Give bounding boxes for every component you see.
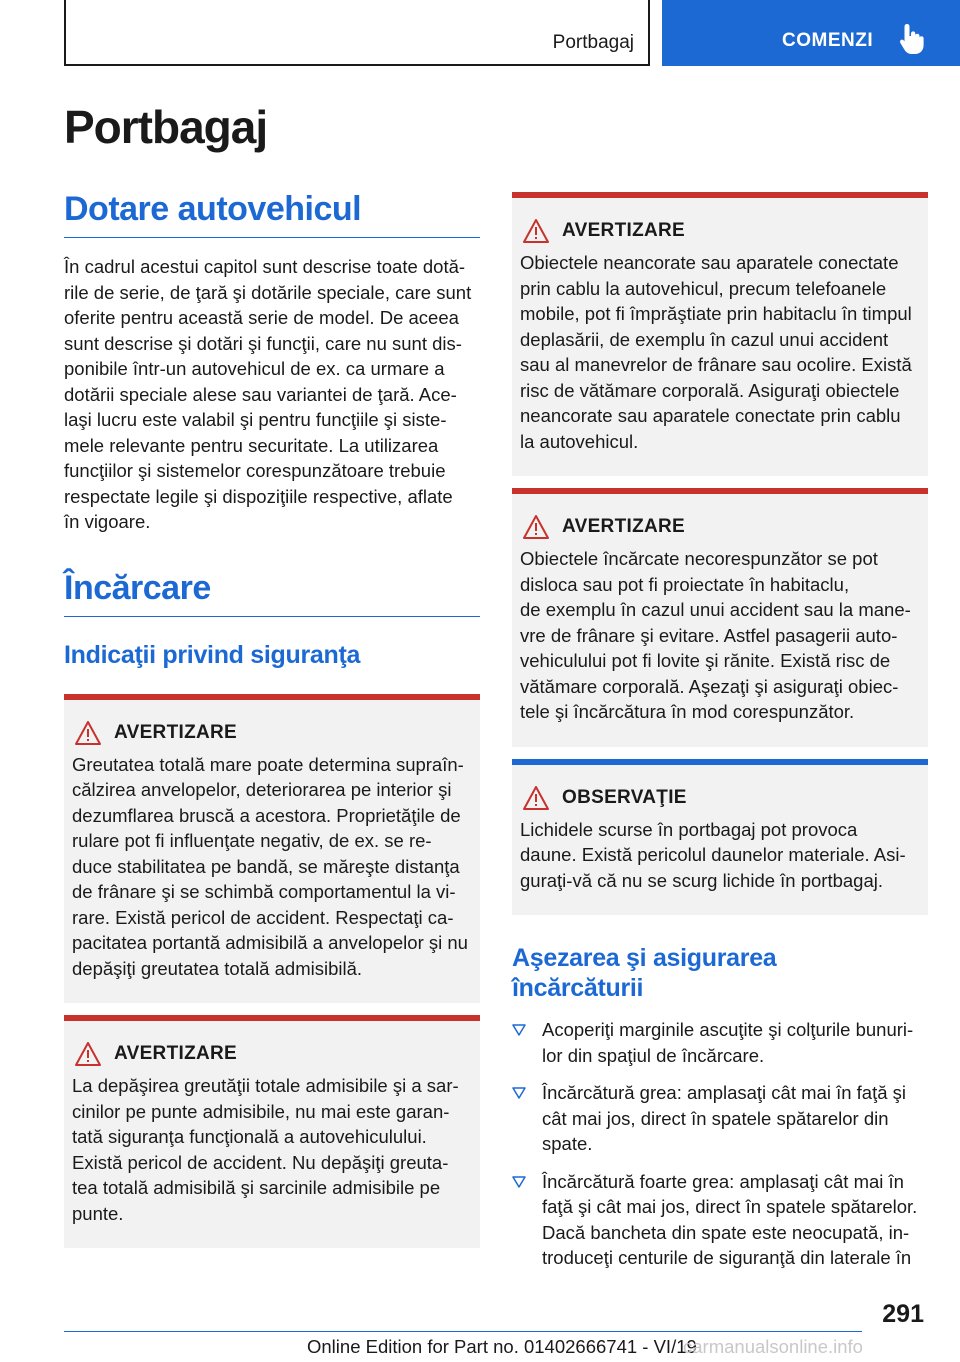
text-line: disloca sau pot fi proiectate în habitaclu, <box>520 573 850 595</box>
text-line: punte. <box>72 1202 124 1224</box>
subheading-siguranta: Indicaţii privind siguranţa <box>64 640 361 669</box>
subheading-asezarea <box>512 943 928 1003</box>
warning-box <box>512 192 928 476</box>
warning-text <box>520 546 920 725</box>
text-line: depăşiţi greutatea totală admisibilă. <box>72 957 363 979</box>
warning-header <box>72 1041 472 1067</box>
section-heading-incarcare: Încărcare <box>64 569 480 617</box>
text-line: Dacă bancheta din spate este neocupată, in- <box>542 1221 910 1243</box>
text-line: Acoperiţi marginile ascuţite şi colţurile bunuri- <box>542 1019 914 1040</box>
list-item <box>512 1169 928 1271</box>
warning-triangle-icon <box>522 785 550 811</box>
list-item <box>512 1017 928 1068</box>
warning-triangle-icon <box>74 1041 102 1067</box>
text-line: faţă şi cât mai jos, direct în spatele spătarelor. <box>542 1196 918 1217</box>
text-line: spate. <box>542 1133 593 1154</box>
warning-triangle-icon <box>522 514 550 540</box>
text-line: pacitatea portantă admisibilă a anvelopelor şi nu <box>72 932 468 953</box>
warning-triangle-icon <box>522 218 550 244</box>
warning-header <box>520 218 920 244</box>
warning-header <box>72 720 472 746</box>
tab-comenzi[interactable] <box>662 0 960 66</box>
page-title: Portbagaj <box>64 101 268 153</box>
text-line: deplasării, de exemplu în cazul unui accident <box>520 328 889 350</box>
triangle-bullet-icon <box>512 1024 526 1036</box>
page-number: 291 <box>882 1300 924 1328</box>
text-line: cât mai jos, direct în spatele spătarelor din <box>542 1107 889 1129</box>
right-column <box>512 192 928 1283</box>
text-line: ponibile într-un autovehicul de ex. ca urmare a <box>64 358 445 379</box>
footer-edition: Online Edition for Part no. 01402666741 - VI/19 <box>307 1336 697 1357</box>
text-line: Încărcătură grea: amplasaţi cât mai în faţă şi <box>542 1082 907 1103</box>
warning-title: AVERTIZARE <box>562 516 685 537</box>
text-line: la autovehicul. <box>520 430 639 452</box>
heading-line: încărcăturii <box>512 974 644 1002</box>
left-column <box>64 190 480 1248</box>
text-line: vătămare corporală. Aşezaţi şi asiguraţi obiec- <box>520 675 899 697</box>
text-line: mobile, pot fi împrăştiate prin habitaclu în timpul <box>520 303 912 324</box>
warning-box <box>512 488 928 747</box>
text-line: sau al manevrelor de frânare sau ocolire. Există <box>520 354 912 375</box>
warning-header <box>520 514 920 540</box>
warning-text <box>72 752 472 982</box>
text-line: respectate legile şi dispoziţiile respective, aflate <box>64 485 453 507</box>
text-line: cinilor pe punte admisibile, nu mai este garan- <box>72 1100 450 1122</box>
text-line: La depăşirea greutăţii totale admisibile şi a sar- <box>72 1075 459 1096</box>
text-line: de frânare şi se schimbă comportamentul la vi- <box>72 881 456 902</box>
text-line: risc de vătămare corporală. Asiguraţi obiectele <box>520 379 900 401</box>
warning-title: AVERTIZARE <box>114 721 237 743</box>
text-line: daune. Există pericolul daunelor materiale. Asi- <box>520 844 906 865</box>
warning-text <box>72 1073 472 1226</box>
text-line: troduceţi centurile de siguranţă din laterale în <box>542 1247 912 1268</box>
warning-box <box>64 694 480 1004</box>
warning-box <box>64 1015 480 1248</box>
text-line: Încărcătură foarte grea: amplasaţi cât mai în <box>542 1170 904 1192</box>
intro-paragraph <box>64 254 480 535</box>
text-line: rulare pot fi influenţate negativ, de ex. se re- <box>72 830 432 851</box>
warning-title: AVERTIZARE <box>114 1043 237 1064</box>
footer-watermark[interactable]: carmanualsonline.info <box>683 1336 863 1357</box>
text-line: sunt descrise şi dotări şi funcţii, care nu sunt dis- <box>64 332 462 354</box>
text-line: funcţiilor şi sistemelor corespunzătoare trebuie <box>64 460 446 481</box>
hand-pointer-icon <box>898 22 926 56</box>
text-line: guraţi-vă că nu se scurg lichide în portbagaj. <box>520 869 884 891</box>
text-line: Lichidele scurse în portbagaj pot provoca <box>520 818 858 840</box>
text-line: vehiculului pot fi lovite şi rănite. Există risc de <box>520 650 891 671</box>
note-title: OBSERVAŢIE <box>562 786 687 808</box>
triangle-bullet-icon <box>512 1087 526 1099</box>
text-line: rile de serie, de ţară şi dotările speciale, care sunt <box>64 281 472 303</box>
header-frame <box>64 0 650 66</box>
warning-title: AVERTIZARE <box>562 220 685 241</box>
footer-divider <box>64 1331 862 1332</box>
text-line: rare. Există pericol de accident. Respectaţi ca- <box>72 906 454 928</box>
text-line: Obiectele încărcate necorespunzător se pot <box>520 548 878 569</box>
text-line: neancorate sau aparatele conectate prin cablu <box>520 405 901 426</box>
text-line: tele şi încărcătura în mod corespunzător. <box>520 701 855 722</box>
text-line: lor din spaţiul de încărcare. <box>542 1044 765 1066</box>
text-line: dotării speciale alese sau variantei de ţară. Ace- <box>64 383 457 405</box>
heading-line: Aşezarea şi asigurarea <box>512 944 777 972</box>
text-line: dezumflarea bruscă a acestora. Proprietăţile de <box>72 804 461 826</box>
text-line: călzirea anvelopelor, deteriorarea pe interior şi <box>72 779 452 800</box>
note-box <box>512 759 928 916</box>
text-line: prin cablu la autovehicul, precum telefoanele <box>520 277 887 299</box>
warning-triangle-icon <box>74 720 102 746</box>
tab-label: COMENZI <box>782 30 874 51</box>
text-line: mele relevante pentru securitate. La utilizarea <box>64 434 439 456</box>
text-line: În cadrul acestui capitol sunt descrise toate dotă- <box>64 256 466 277</box>
triangle-bullet-icon <box>512 1176 526 1188</box>
text-line: în vigoare. <box>64 511 151 532</box>
text-line: tea totală admisibilă şi sarcinile admisibile pe <box>72 1177 441 1198</box>
breadcrumb[interactable]: Portbagaj <box>552 32 634 53</box>
text-line: duce stabilitatea pe bandă, se măreşte distanţa <box>72 855 460 877</box>
bullet-list <box>512 1017 928 1271</box>
text-line: de exemplu în cazul unui accident sau la mane- <box>520 599 911 620</box>
text-line: oferite pentru această serie de model. De aceea <box>64 307 459 328</box>
list-item <box>512 1080 928 1157</box>
text-line: Obiectele neancorate sau aparatele conectate <box>520 252 899 273</box>
note-text <box>520 817 920 894</box>
text-line: laşi lucru este valabil şi pentru funcţiile şi siste- <box>64 409 447 430</box>
note-header <box>520 785 920 811</box>
text-line: vre de frânare şi evitare. Astfel pasagerii auto- <box>520 624 898 646</box>
text-line: tată siguranţa funcţională a autovehiculului. <box>72 1126 427 1147</box>
warning-text <box>520 250 920 454</box>
text-line: Există pericol de accident. Nu depăşiţi greuta- <box>72 1151 449 1173</box>
section-heading-dotare: Dotare autovehicul <box>64 190 480 238</box>
text-line: Greutatea totală mare poate determina supraîn- <box>72 753 464 775</box>
